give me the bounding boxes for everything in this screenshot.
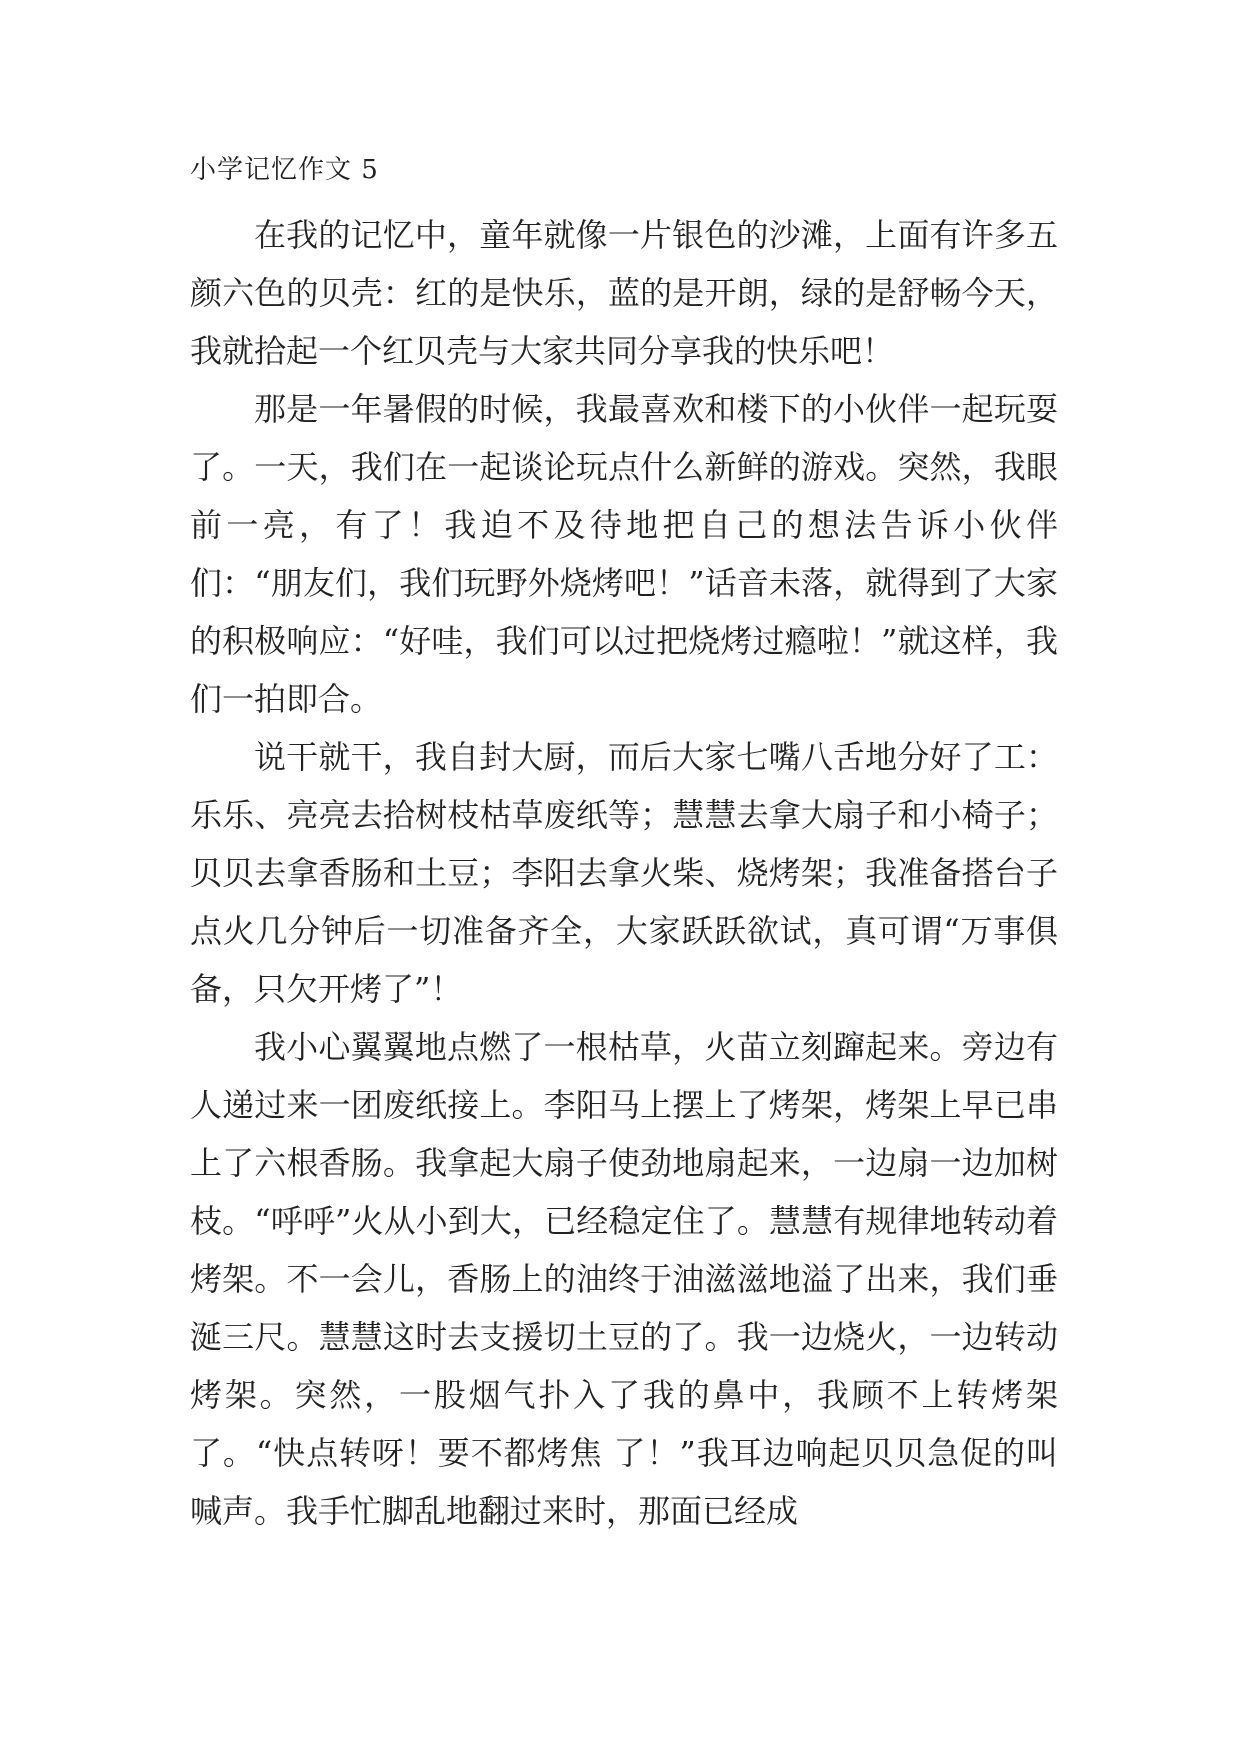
paragraph-3: 说干就干，我自封大厨，而后大家七嘴八舌地分好了工：乐乐、亮亮去拾树枝枯草废纸等；慧慧去拿大扇子和小椅子；贝贝去拿香肠和土豆；李阳去拿火柴、烧烤架；我准备搭台子点火几分钟后一切准备齐全，大家跃跃欲试，真可谓“万事俱备，只欠开烤了”！ (190, 738, 1058, 1008)
paragraph-1: 在我的记忆中，童年就像一片银色的沙滩，上面有许多五颜六色的贝壳：红的是快乐，蓝的是开朗，绿的是舒畅今天，我就拾起一个红贝壳与大家共同分享我的快乐吧！ (190, 216, 1058, 370)
document-title: 小学记忆作文 5 (190, 155, 379, 185)
document-body (190, 148, 1058, 1540)
paragraph-4: 我小心翼翼地点燃了一根枯草，火苗立刻蹿起来。旁边有人递过来一团废纸接上。李阳马上摆上了烤架，烤架上早已串上了六根香肠。我拿起大扇子使劲地扇起来，一边扇一边加树枝。“呼呼”火从小到大，已经稳定住了。慧慧有规律地转动着烤架。不一会儿，香肠上的油终于油滋滋地溢了出来，我们垂涎三尺。慧慧这时去支援切土豆的了。我一边烧火，一边转动烤架。突然，一股烟气扑入了我的鼻中，我顾不上转烤架了。“快点转呀！要不都烤焦 了！”我耳边响起贝贝急促的叫喊声。我手忙脚乱地翻过来时，那面已经成 (190, 1028, 1058, 1530)
paragraph-2: 那是一年暑假的时候，我最喜欢和楼下的小伙伴一起玩耍了。一天，我们在一起谈论玩点什么新鲜的游戏。突然，我眼前一亮，有了！我迫不及待地把自己的想法告诉小伙伴们：“朋友们，我们玩野外烧烤吧！”话音未落，就得到了大家的积极响应：“好哇，我们可以过把烧烤过瘾啦！”就这样，我们一拍即合。 (190, 390, 1058, 718)
